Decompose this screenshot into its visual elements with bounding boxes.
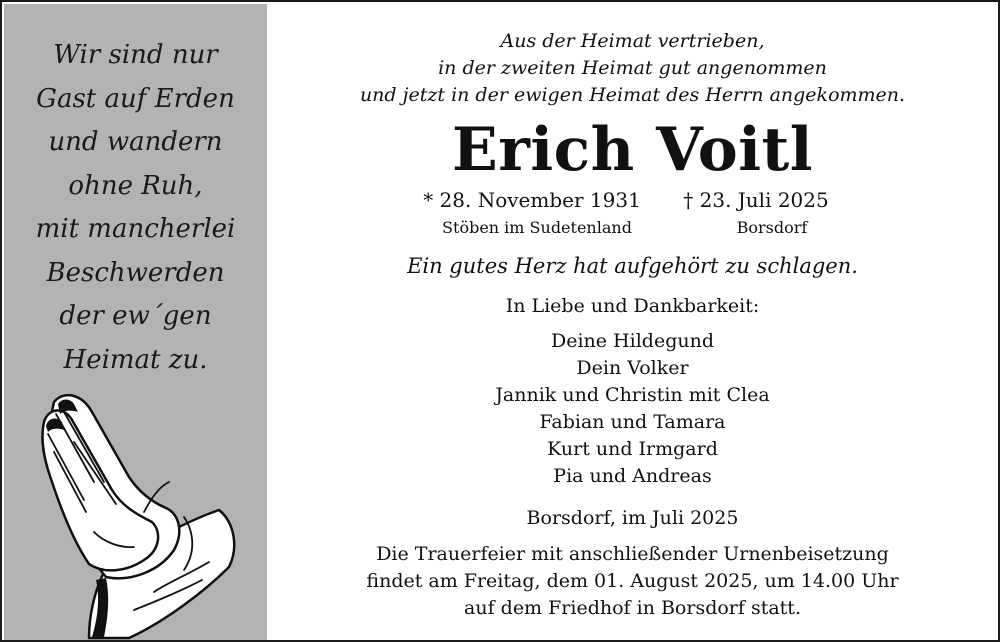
place-date: Borsdorf, im Juli 2025 (526, 507, 739, 529)
intro-line: und jetzt in der ewigen Heimat des Herrn angekommen. (359, 84, 906, 106)
verse-line: Wir sind nur (53, 40, 218, 70)
verse-line: Beschwerden (46, 257, 225, 288)
verse-line: ohne Ruh, (68, 170, 203, 201)
service-line: Die Trauerfeier mit anschließender Urnenbeisetzung (376, 543, 889, 565)
mourner-name: Deine Hildegund (550, 330, 714, 352)
verse-poem (4, 34, 267, 382)
mourner-name: Kurt und Irmgard (547, 438, 718, 460)
intro-line: Aus der Heimat vertrieben, (500, 30, 765, 52)
verse-line: und wandern (48, 127, 223, 157)
mourner-name: Jannik und Christin mit Clea (495, 384, 770, 406)
verse-sidebar (4, 4, 267, 640)
death-place: Borsdorf (736, 218, 808, 237)
deceased-name: Erich Voitl (451, 115, 814, 185)
service-line: auf dem Friedhof in Borsdorf statt. (464, 597, 801, 619)
birth-place: Stöben im Sudetenland (442, 218, 632, 237)
death-date: † 23. Juli 2025 (683, 188, 829, 212)
service-line: findet am Freitag, dem 01. August 2025, um 14.00 Uhr (366, 570, 899, 592)
intro-line: in der zweiten Heimat gut angenommen (438, 57, 827, 79)
verse-line: mit mancherlei (35, 214, 236, 244)
mourner-name: Fabian und Tamara (539, 411, 726, 433)
verse-line: Heimat zu. (63, 344, 208, 375)
verse-line: der ew´gen (59, 301, 212, 331)
mourner-name: Dein Volker (576, 357, 689, 379)
thanks-line: In Liebe und Dankbarkeit: (505, 295, 760, 317)
praying-hands-icon (34, 382, 244, 640)
birth-date: * 28. November 1931 (423, 188, 641, 212)
heart-line: Ein gutes Herz hat aufgehört zu schlagen. (407, 254, 858, 278)
mourner-name: Pia und Andreas (553, 465, 712, 487)
verse-line: Gast auf Erden (36, 83, 235, 114)
